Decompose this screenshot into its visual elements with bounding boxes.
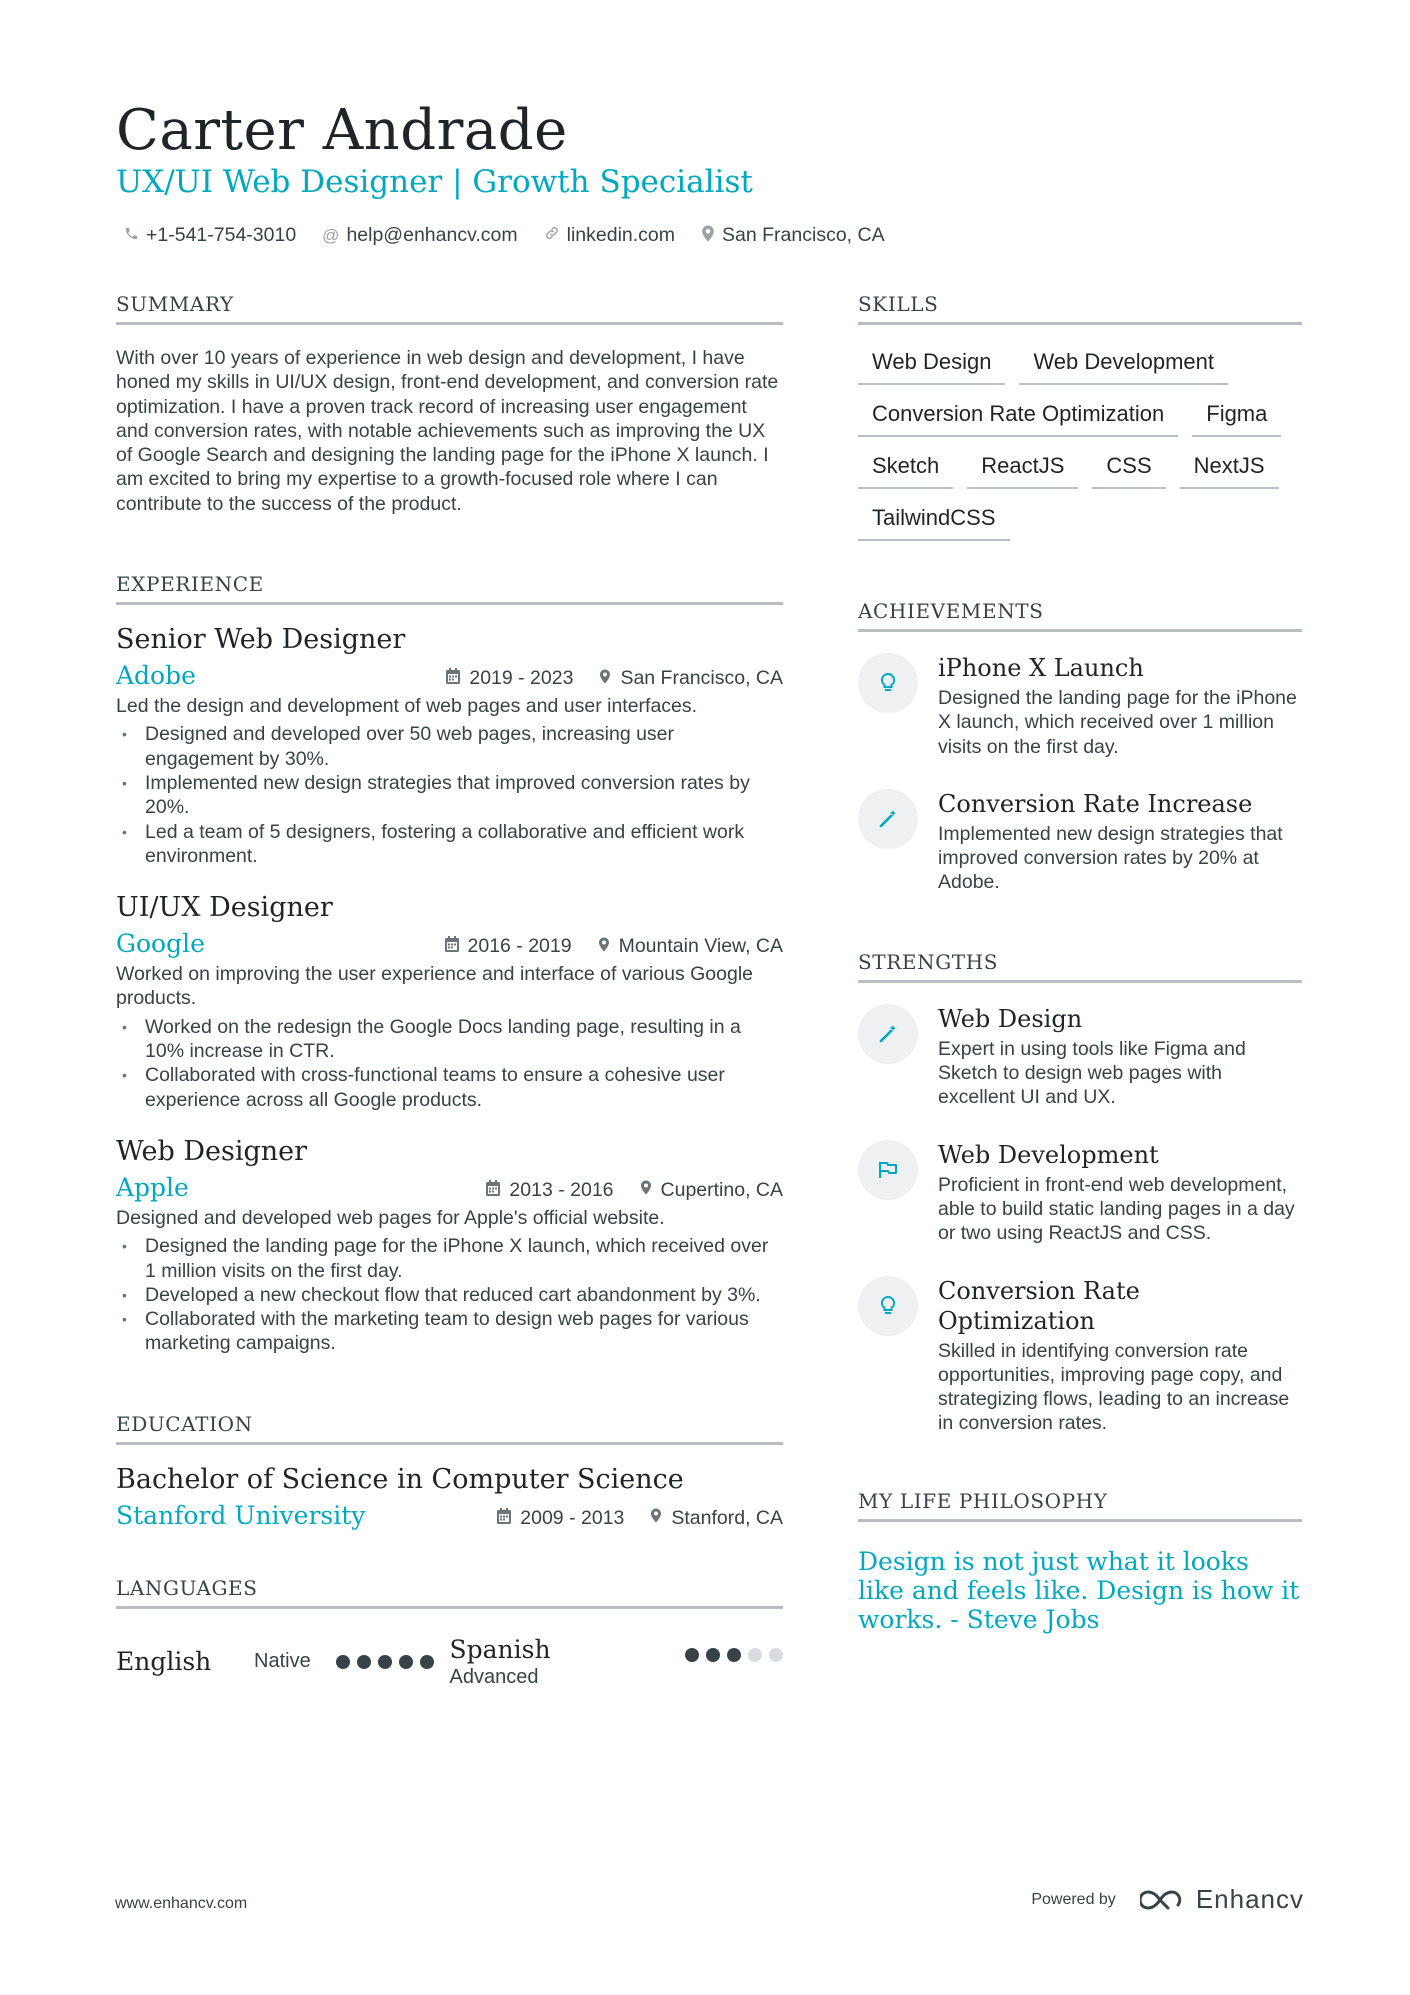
rating-dot [685, 1648, 699, 1662]
strength-item [858, 1276, 1302, 1436]
brand-logo[interactable] [1140, 1884, 1304, 1915]
footer-website[interactable]: www.enhancv.com [115, 1895, 248, 1912]
skills-heading: SKILLS [858, 292, 1302, 325]
at-icon: @ [322, 225, 340, 245]
job-bullet: • Designed and developed over 50 web pages, increasing user engagement by 30%. [116, 722, 783, 771]
phone-text: +1-541-754-3010 [146, 224, 297, 246]
skill-tag: ReactJS [967, 453, 1078, 489]
job-bullet: • Led a team of 5 designers, fostering a collaborative and efficient work environment. [116, 820, 783, 869]
job-dates: 2016 - 2019 [467, 935, 572, 958]
resume-name: Carter Andrade [116, 98, 568, 163]
job-description: Designed and developed web pages for Apple's official website. [116, 1206, 665, 1229]
resume-title: UX/UI Web Designer | Growth Specialist [116, 164, 753, 200]
footer-branding [1031, 1884, 1304, 1915]
job-bullet: • Developed a new checkout flow that reduced cart abandonment by 3%. [116, 1283, 783, 1307]
achievements-heading: ACHIEVEMENTS [858, 599, 1302, 632]
rating-dot [399, 1655, 413, 1669]
contact-website[interactable] [544, 224, 675, 247]
website-text: linkedin.com [566, 224, 676, 246]
job-bullet: • Designed the landing page for the iPhone X launch, which received over 1 million visits on the first day. [116, 1234, 783, 1283]
education-heading: EDUCATION [116, 1412, 783, 1445]
calendar-icon [497, 1508, 511, 1529]
strength-description: Expert in using tools like Figma and Sketch to design web pages with excellent UI and UX. [938, 1037, 1246, 1109]
philosophy-heading: MY LIFE PHILOSOPHY [858, 1489, 1302, 1522]
location-pin-icon [650, 1508, 662, 1528]
strength-item [858, 1140, 1302, 1246]
lightbulb-icon [858, 653, 918, 713]
experience-item [116, 1135, 783, 1356]
strengths-heading: STRENGTHS [858, 950, 1302, 983]
language-level: Advanced [449, 1665, 539, 1688]
skill-tag: Conversion Rate Optimization [858, 401, 1178, 437]
philosophy-quote: Design is not just what it looks like and feels like. Design is how it works. - Steve Jobs [858, 1546, 1300, 1634]
rating-dot [706, 1648, 720, 1662]
calendar-icon [445, 936, 459, 957]
left-column [116, 292, 783, 1689]
rating-dot [378, 1655, 392, 1669]
strength-item [858, 1004, 1302, 1110]
language-rating [336, 1655, 434, 1669]
rating-dot [336, 1655, 350, 1669]
summary-text: With over 10 years of experience in web design and development, I have honed my skills in UI/UX design, front-end development, and conversion rate optimization. I have a proven track record of increasing user engagement and conversion rates, with notable achievements such as improving the UX of Google Search and designing the landing page for the iPhone X launch. I am excited to bring my expertise to a growth-focused role where I can contribute to the success of the product. [116, 347, 779, 515]
company-name: Adobe [116, 661, 196, 691]
magic-wand-icon [858, 1004, 918, 1064]
job-bullets [116, 722, 783, 868]
job-bullet: • Worked on the redesign the Google Docs landing page, resulting in a 10% increase in CTR. [116, 1015, 783, 1064]
location-pin-icon [640, 1180, 652, 1200]
job-dates: 2019 - 2023 [469, 667, 574, 690]
experience-heading: EXPERIENCE [116, 572, 783, 605]
location-pin-icon [599, 669, 611, 689]
rating-dot [727, 1648, 741, 1662]
contact-location [701, 224, 885, 247]
languages-heading: LANGUAGES [116, 1576, 783, 1609]
calendar-icon [486, 1180, 500, 1201]
job-location: San Francisco, CA [620, 667, 783, 690]
job-bullets [116, 1234, 783, 1355]
language-level: Native [254, 1650, 311, 1673]
skill-tag: Figma [1192, 401, 1281, 437]
lightbulb-icon [858, 1276, 918, 1336]
brand-name: Enhancv [1195, 1884, 1304, 1914]
education-location: Stanford, CA [671, 1506, 783, 1529]
rating-dot [357, 1655, 371, 1669]
job-description: Worked on improving the user experience and interface of various Google products. [116, 963, 753, 1010]
skill-tag: NextJS [1180, 453, 1279, 489]
skill-tag: CSS [1092, 453, 1165, 489]
experience-item [116, 891, 783, 1112]
contact-bar [124, 224, 885, 247]
contact-email[interactable] [322, 224, 517, 247]
language-item [450, 1635, 784, 1689]
phone-icon [124, 226, 139, 246]
magic-wand-icon [858, 789, 918, 849]
job-location: Mountain View, CA [618, 935, 783, 958]
achievement-description: Designed the landing page for the iPhone X launch, which received over 1 million visits on the first day. [938, 687, 1297, 758]
strength-title: Conversion Rate Optimization [938, 1276, 1140, 1335]
link-icon [544, 225, 560, 246]
flag-icon [858, 1140, 918, 1200]
job-title: UI/UX Designer [116, 892, 333, 924]
skill-tag: Web Design [858, 349, 1005, 385]
calendar-icon [446, 668, 460, 689]
job-description: Led the design and development of web pages and user interfaces. [116, 695, 698, 718]
job-dates: 2013 - 2016 [509, 1178, 614, 1201]
achievement-item [858, 789, 1302, 895]
skill-tag: Sketch [858, 453, 953, 489]
school-name: Stanford University [116, 1500, 366, 1530]
job-bullet: • Collaborated with the marketing team to design web pages for various marketing campaigns. [116, 1307, 783, 1356]
achievement-title: Conversion Rate Increase [938, 789, 1253, 818]
location-text: San Francisco, CA [722, 224, 885, 246]
education-item [116, 1463, 783, 1530]
job-title: Senior Web Designer [116, 624, 406, 656]
company-name: Apple [116, 1172, 189, 1202]
languages-list [116, 1635, 783, 1689]
rating-dot [769, 1648, 783, 1662]
job-location: Cupertino, CA [660, 1178, 783, 1201]
strength-title: Web Design [938, 1004, 1083, 1033]
job-bullet: • Collaborated with cross-functional teams to ensure a cohesive user experience across all Google products. [116, 1063, 783, 1112]
skill-tag: TailwindCSS [858, 505, 1010, 541]
strength-description: Proficient in front-end web development, able to build static landing pages in a day or two using ReactJS and CSS. [938, 1173, 1295, 1245]
language-item [116, 1635, 450, 1689]
achievement-title: iPhone X Launch [938, 654, 1144, 682]
rating-dot [420, 1655, 434, 1669]
contact-phone[interactable] [124, 224, 296, 247]
job-title: Web Designer [116, 1135, 308, 1167]
rating-dot [748, 1648, 762, 1662]
achievement-description: Implemented new design strategies that improved conversion rates by 20% at Adobe. [938, 822, 1283, 894]
skill-tag: Web Development [1019, 349, 1228, 385]
powered-by-label: Powered by [1031, 1890, 1116, 1908]
language-name: Spanish [449, 1634, 551, 1664]
enhancv-logo-icon [1140, 1888, 1186, 1912]
company-name: Google [116, 929, 205, 959]
degree: Bachelor of Science in Computer Science [116, 1463, 684, 1495]
strength-title: Web Development [938, 1140, 1159, 1169]
education-dates: 2009 - 2013 [520, 1506, 625, 1529]
location-pin-icon [701, 225, 715, 247]
language-name: English [116, 1647, 212, 1677]
experience-item [116, 623, 783, 868]
summary-heading: SUMMARY [116, 292, 783, 325]
job-bullets [116, 1015, 783, 1112]
right-column [858, 292, 1302, 1634]
skills-list [858, 349, 1302, 541]
email-text: help@enhancv.com [346, 224, 518, 246]
language-rating [685, 1648, 783, 1662]
achievement-item [858, 653, 1302, 759]
location-pin-icon [598, 937, 610, 957]
job-bullet: • Implemented new design strategies that improved conversion rates by 20%. [116, 771, 783, 820]
strength-description: Skilled in identifying conversion rate opportunities, improving page copy, and strategizing flows, leading to an increase in conversion rates. [938, 1339, 1290, 1435]
